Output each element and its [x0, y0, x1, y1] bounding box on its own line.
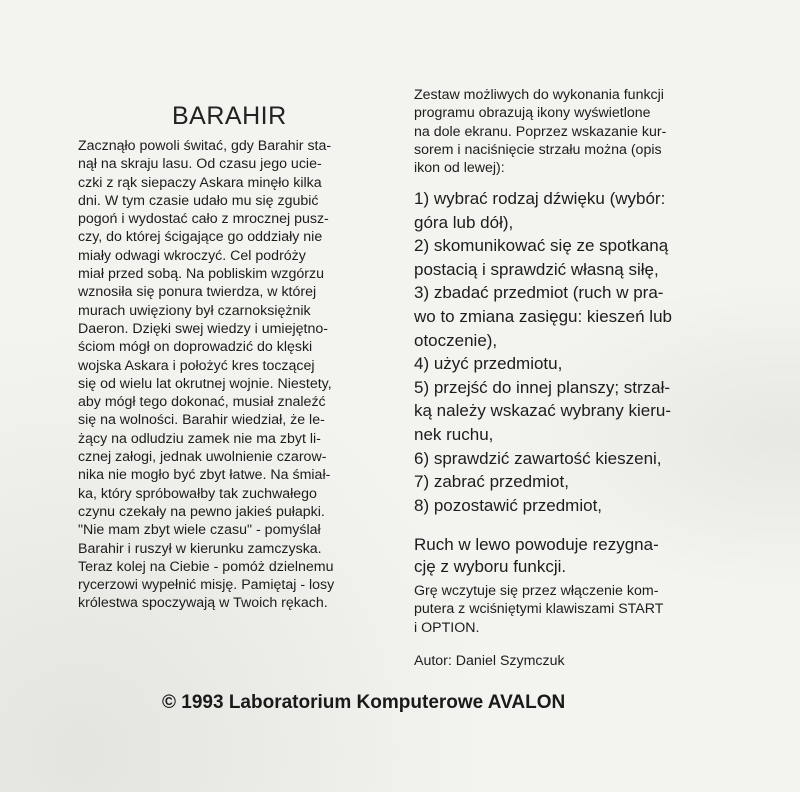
function-item: 6) sprawdzić zawartość kieszeni, — [414, 448, 662, 468]
story-line: murach uwięziony był czarnoksiężnik — [78, 302, 311, 319]
story-line: miały odwagi wkroczyć. Cel podróży — [78, 247, 306, 264]
function-item: 3) zbadać przedmiot (ruch w pra- — [414, 283, 664, 303]
story-line: "Nie mam zbyt wiele czasu" - pomyślał — [78, 522, 321, 539]
function-item: 2) skomunikować się ze spotkaną — [414, 236, 669, 256]
story-text — [78, 137, 398, 613]
story-line: czy, do której ścigające go oddziały nie — [78, 229, 323, 246]
story-line: się od wielu lat okrutnej wojnie. Niestety, — [78, 375, 332, 392]
intro-line: sorem i naciśnięcie strzału można (opis — [414, 141, 662, 158]
load-line: Grę wczytuje się przez włączenie kom- — [414, 583, 659, 599]
story-line: się na wolności. Barahir wiedział, że le- — [78, 412, 325, 429]
story-line: nął na skraju lasu. Od czasu jego ucie- — [78, 156, 322, 173]
story-line: Daeron. Dzięki swej wiedzy i umiejętno- — [78, 320, 328, 337]
story-line: wznosiła się ponura twierdza, w której — [78, 284, 317, 301]
story-line: dni. W tym czasie udało mu się zgubić — [78, 192, 319, 209]
function-list — [414, 187, 786, 517]
story-line: wojska Askara i położyć kres toczącej — [78, 357, 315, 374]
story-line: ściom mógł on doprowadzić do klęski — [78, 339, 313, 356]
function-item: postacią i sprawdzić własną siłę, — [414, 259, 659, 279]
load-line: i OPTION. — [414, 619, 480, 636]
loading-instructions — [414, 582, 786, 637]
function-item: 5) przejść do innej planszy; strzał- — [414, 377, 671, 397]
function-item: ką należy wskazać wybrany kieru- — [414, 401, 671, 421]
author-credit: Autor: Daniel Szymczuk — [414, 653, 565, 669]
story-line: pogoń i wydostać cało z mrocznej pusz- — [78, 211, 329, 228]
function-item: 8) pozostawić przedmiot, — [414, 495, 603, 515]
story-line: Barahir i ruszył w kierunku zamczyska. — [78, 540, 322, 557]
story-line: ka, który spróbowałby tak zuchwałego — [78, 485, 317, 502]
function-item: góra lub dół), — [414, 212, 514, 232]
function-item: 1) wybrać rodzaj dźwięku (wybór: — [414, 189, 666, 208]
story-line: rycerzowi wypełnić misję. Pamiętaj - losy — [78, 577, 335, 594]
story-line: Teraz kolej na Ciebie - pomóż dzielnemu — [78, 558, 334, 575]
story-line: nika nie mogło być zbyt łatwe. Na śmiał- — [78, 467, 331, 484]
story-line: cznej załogi, jednak uwolnienie czarow- — [78, 449, 327, 466]
story-line: królestwa spoczywają w Twoich rękach. — [78, 595, 328, 612]
story-line: czynu czekały na pewno jakieś pułapki. — [78, 503, 325, 520]
function-item: otoczenie), — [414, 330, 498, 350]
function-item: nek ruchu, — [414, 424, 494, 444]
story-line: żący na odludziu zamek nie ma zbyt li- — [78, 430, 321, 447]
function-item: 7) zabrać przedmiot, — [414, 472, 569, 492]
exit-note — [414, 534, 786, 578]
intro-line: programu obrazują ikony wyświetlone — [414, 105, 651, 122]
story-line: aby mógł tego dokonać, musiał znaleźć — [78, 394, 326, 411]
story-line: miał przed sobą. Na pobliskim wzgórzu — [78, 266, 325, 283]
load-line: putera z wciśniętymi klawiszami START — [414, 601, 664, 618]
story-line: Zacznąło powoli świtać, gdy Barahir sta- — [78, 138, 332, 154]
story-line: czki z rąk siepaczy Askara minęło kilka — [78, 174, 322, 191]
intro-line: na dole ekranu. Poprzez wskazanie kur- — [414, 123, 667, 140]
function-item: wo to zmiana zasięgu: kieszeń lub — [414, 306, 672, 326]
copyright-footer: © 1993 Laboratorium Komputerowe AVALON — [162, 692, 566, 713]
game-title: BARAHIR — [172, 102, 287, 130]
intro-line: Zestaw możliwych do wykonania funkcji — [414, 87, 664, 103]
function-item: 4) użyć przedmiotu, — [414, 354, 563, 374]
controls-intro — [414, 86, 786, 177]
exit-line: Ruch w lewo powoduje rezygna- — [414, 535, 659, 554]
exit-line: cję z wyboru funkcji. — [414, 557, 567, 576]
intro-line: ikon od lewej): — [414, 160, 505, 177]
